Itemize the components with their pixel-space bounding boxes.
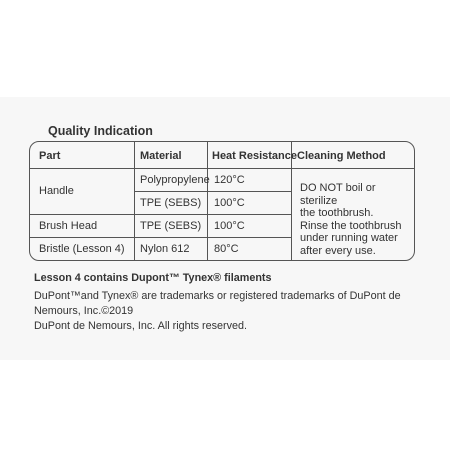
cell-heat-80: 80°C bbox=[214, 243, 239, 255]
cell-part-handle: Handle bbox=[39, 185, 74, 197]
header-heat-resistance: Heat Resistance bbox=[212, 150, 297, 162]
row-divider-handle-end bbox=[30, 214, 291, 215]
row-divider-handle bbox=[134, 191, 291, 192]
col-divider-2 bbox=[207, 142, 208, 260]
col-divider-1 bbox=[134, 142, 135, 260]
cell-material-polypropylene: Polypropylene bbox=[140, 174, 210, 186]
cleaning-line: under running water bbox=[300, 232, 398, 245]
footer-trademark-line: DuPont™and Tynex® are trademarks or registered trademarks of DuPont de bbox=[34, 290, 401, 302]
footer-lesson-note: Lesson 4 contains Dupont™ Tynex® filaments bbox=[34, 272, 272, 284]
header-part: Part bbox=[39, 150, 61, 162]
cell-material-tpe-handle: TPE (SEBS) bbox=[140, 197, 202, 209]
cleaning-method-note bbox=[300, 182, 412, 258]
row-divider-brush-head bbox=[30, 237, 291, 238]
cell-heat-120: 120°C bbox=[214, 174, 245, 186]
footer-rights-line: DuPont de Nemours, Inc. All rights reserved. bbox=[34, 320, 248, 332]
cleaning-line: DO NOT boil or sterilize bbox=[300, 182, 376, 207]
cell-part-bristle: Bristle (Lesson 4) bbox=[39, 243, 125, 255]
section-title: Quality Indication bbox=[48, 124, 153, 138]
cleaning-line: after every use. bbox=[300, 244, 376, 257]
header-material: Material bbox=[140, 150, 182, 162]
cell-material-tpe-brush: TPE (SEBS) bbox=[140, 220, 202, 232]
header-cleaning-method: Cleaning Method bbox=[297, 150, 386, 162]
cell-heat-100-handle: 100°C bbox=[214, 197, 245, 209]
cell-heat-100-brush: 100°C bbox=[214, 220, 245, 232]
cell-material-nylon: Nylon 612 bbox=[140, 243, 190, 255]
quality-table bbox=[29, 141, 415, 261]
footer-copyright-line: Nemours, Inc.©2019 bbox=[34, 305, 134, 317]
cleaning-line: the toothbrush. bbox=[300, 207, 374, 220]
cell-part-brush-head: Brush Head bbox=[39, 220, 98, 232]
header-divider bbox=[30, 168, 414, 169]
cleaning-line: Rinse the toothbrush bbox=[300, 219, 402, 232]
